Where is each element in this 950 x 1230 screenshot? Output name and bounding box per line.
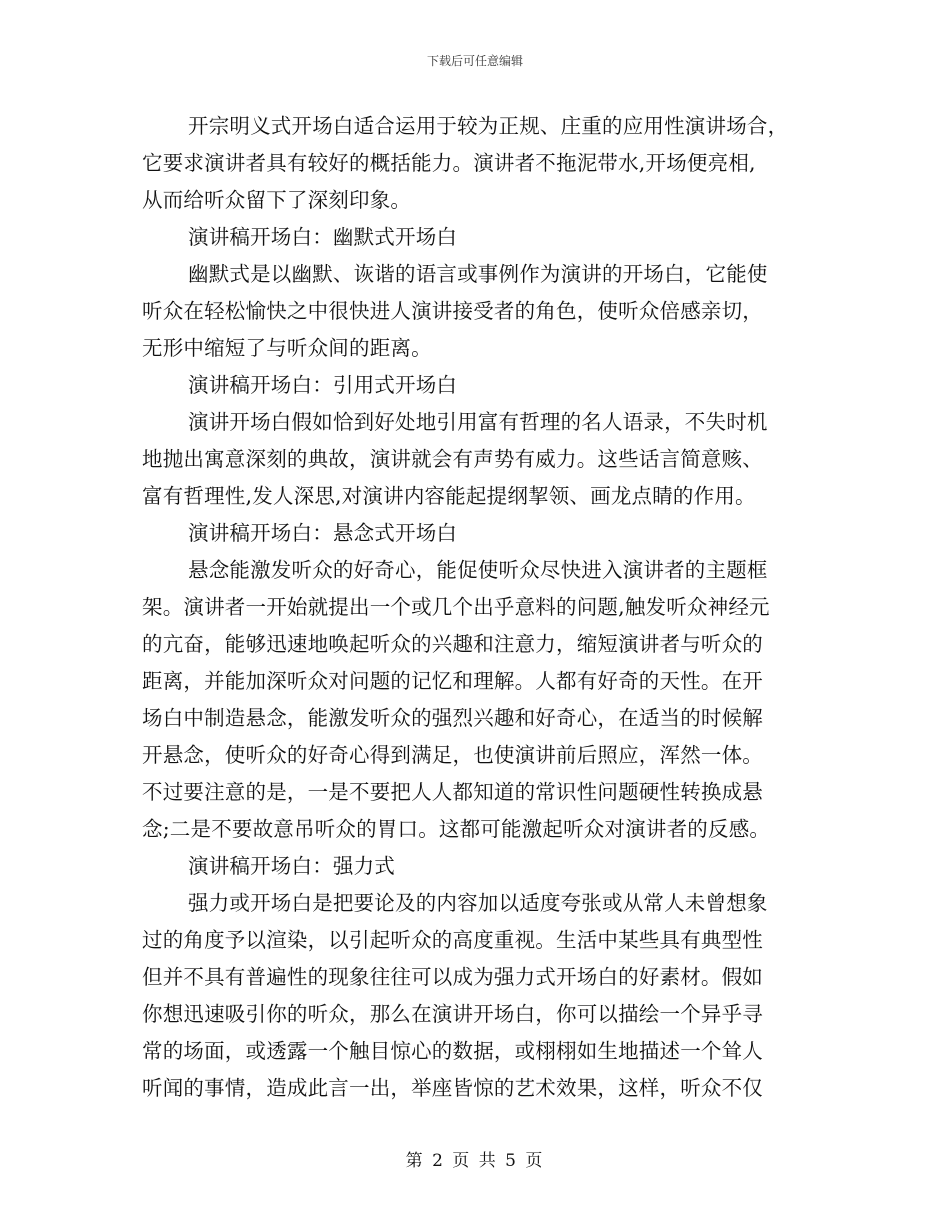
page-header: 下载后可任意编辑 — [426, 54, 523, 68]
text-line: 开悬念，使听众的好奇心得到满足，也使演讲前后照应，浑然一体。 — [142, 743, 763, 767]
text-line: 开宗明义式开场白适合运用于较为正规、庄重的应用性演讲场合， — [188, 114, 789, 138]
text-line: 地抛出寓意深刻的典故，演讲就会有声势有威力。这些话言简意赅、 — [142, 447, 763, 471]
text-line: 无形中缩短了与听众间的距离。 — [142, 336, 432, 360]
text-line: 幽默式是以幽默、诙谐的语言或事例作为演讲的开场白，它能使 — [188, 262, 768, 286]
text-line: 距离，并能加深听众对问题的记忆和理解。人都有好奇的天性。在开 — [142, 669, 763, 693]
text-line: 演讲稿开场白：引用式开场白 — [188, 373, 458, 397]
text-line: 的亢奋，能够迅速地唤起听众的兴趣和注意力，缩短演讲者与听众的 — [142, 632, 763, 656]
page-footer: 第 2 页 共 5 页 — [405, 1151, 545, 1171]
document-body — [142, 108, 812, 1107]
text-line: 它要求演讲者具有较好的概括能力。演讲者不拖泥带水,开场便亮相, — [142, 151, 756, 175]
text-line: 不过要注意的是，一是不要把人人都知道的常识性问题硬性转换成悬 — [142, 780, 763, 804]
text-line: 从而给听众留下了深刻印象。 — [142, 188, 412, 212]
text-line: 听闻的事情，造成此言一出，举座皆惊的艺术效果，这样，听众不仅 — [142, 1076, 763, 1100]
text-line: 悬念能激发听众的好奇心，能促使听众尽快进入演讲者的主题框 — [188, 558, 768, 582]
text-line: 常的场面，或透露一个触目惊心的数据，或栩栩如生地描述一个耸人 — [142, 1039, 763, 1063]
text-line: 你想迅速吸引你的听众，那么在演讲开场白，你可以描绘一个异乎寻 — [142, 1002, 763, 1026]
text-line: 演讲稿开场白：幽默式开场白 — [188, 225, 458, 249]
text-line: 但并不具有普遍性的现象往往可以成为强力式开场白的好素材。假如 — [142, 965, 763, 989]
text-line: 演讲开场白假如恰到好处地引用富有哲理的名人语录，不失时机 — [188, 410, 768, 434]
text-line: 富有哲理性,发人深思,对演讲内容能起提纲挈领、画龙点睛的作用。 — [142, 484, 756, 508]
text-line: 强力或开场白是把要论及的内容加以适度夸张或从常人未曾想象 — [188, 891, 768, 915]
text-line: 场白中制造悬念，能激发听众的强烈兴趣和好奇心，在适当的时候解 — [142, 706, 763, 730]
text-line: 架。演讲者一开始就提出一个或几个出乎意料的问题,触发听众神经元 — [142, 595, 770, 619]
text-line: 演讲稿开场白：强力式 — [188, 854, 395, 878]
text-line: 过的角度予以渲染，以引起听众的高度重视。生活中某些具有典型性 — [142, 928, 763, 952]
text-line: 念;二是不要故意吊听众的胃口。这都可能激起听众对演讲者的反感。 — [142, 817, 771, 841]
text-line: 演讲稿开场白：悬念式开场白 — [188, 521, 458, 545]
text-line: 听众在轻松愉快之中很快进人演讲接受者的角色，使听众倍感亲切， — [142, 299, 763, 323]
